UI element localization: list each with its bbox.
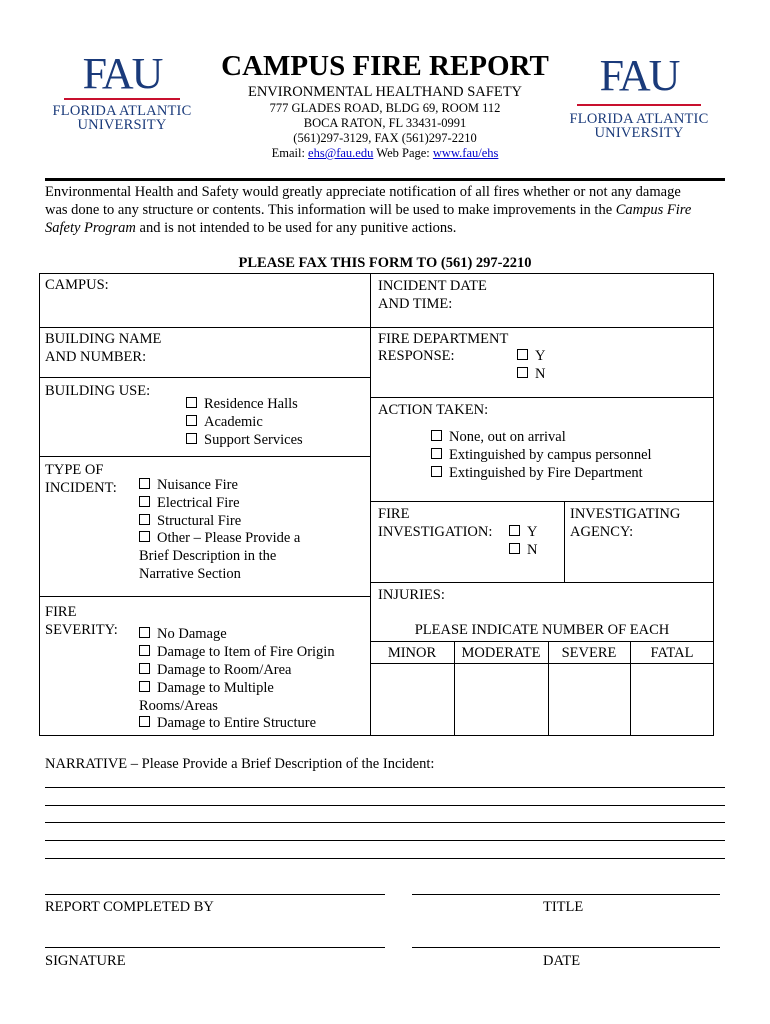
incident-time-label: AND TIME: [378, 296, 453, 312]
date-label: DATE [543, 953, 581, 969]
injuries-header-rule-top [370, 641, 714, 642]
contact-line [200, 146, 570, 161]
title-line[interactable] [412, 894, 720, 895]
logo-divider [64, 98, 180, 100]
header-rule [45, 178, 725, 181]
intro-text: and is not intended to be used for any punitive actions. [135, 220, 457, 236]
type-label-2: INCIDENT: [45, 480, 117, 496]
signature-label: SIGNATURE [45, 953, 126, 969]
checkbox[interactable] [139, 645, 150, 656]
phone-fax: (561)297-3129, FAX (561)297-2210 [293, 131, 477, 145]
option-label: Y [535, 348, 546, 364]
checkbox[interactable] [431, 448, 442, 459]
option-label: None, out on arrival [449, 429, 566, 445]
address-line-2: BOCA RATON, FL 33431-0991 [303, 116, 467, 130]
web-label: Web Page: [376, 146, 430, 160]
email-label: Email: [271, 146, 305, 160]
logo-text: FAU [82, 49, 162, 98]
action-option-campus[interactable] [431, 446, 652, 464]
option-label: Damage to Item of Fire Origin [157, 644, 335, 660]
action-option-fd[interactable] [431, 464, 643, 482]
option-label: Electrical Fire [157, 495, 240, 511]
option-label: No Damage [157, 626, 227, 642]
logo-line2: UNIVERSITY [77, 117, 167, 133]
fd-response-yes[interactable] [517, 347, 545, 365]
checkbox[interactable] [509, 543, 520, 554]
building-number-label: AND NUMBER: [45, 349, 147, 365]
option-label: Damage to Room/Area [157, 662, 292, 678]
checkbox[interactable] [186, 397, 197, 408]
option-label: Damage to Entire Structure [157, 715, 317, 731]
logo-line1: FLORIDA ATLANTIC [52, 103, 192, 119]
injuries-col-severe: SEVERE [561, 645, 617, 661]
option-label: Y [527, 524, 538, 540]
fax-instruction: PLEASE FAX THIS FORM TO (561) 297-2210 [238, 255, 532, 271]
address-line-1: 777 GLADES ROAD, BLDG 69, ROOM 112 [269, 101, 501, 115]
option-label: Nuisance Fire [157, 477, 238, 493]
checkbox[interactable] [139, 478, 150, 489]
fd-response-no[interactable] [517, 365, 545, 383]
option-label: N [527, 542, 538, 558]
email-link[interactable]: ehs@fau.edu [308, 146, 374, 160]
checkbox[interactable] [431, 430, 442, 441]
type-option-structural[interactable] [139, 512, 241, 530]
indicate-instruction: PLEASE INDICATE NUMBER OF EACH [414, 622, 670, 638]
fire-investigation-yes[interactable] [509, 523, 537, 541]
option-label: Support Services [204, 432, 303, 448]
severity-label-1: FIRE [45, 604, 77, 620]
fd-response-label-1: FIRE DEPARTMENT [378, 331, 509, 347]
checkbox[interactable] [139, 496, 150, 507]
severity-label-2: SEVERITY: [45, 622, 118, 638]
logo-line1: FLORIDA ATLANTIC [569, 111, 709, 127]
agency-label-2: AGENCY: [570, 524, 634, 540]
campus-label: CAMPUS: [45, 277, 109, 293]
injuries-label: INJURIES: [378, 587, 445, 603]
type-option-other[interactable] [139, 529, 300, 547]
narrative-line[interactable] [45, 805, 725, 806]
action-taken-label: ACTION TAKEN: [378, 402, 489, 418]
logo-text: FAU [599, 51, 679, 100]
narrative-line[interactable] [45, 787, 725, 788]
report-by-label: REPORT COMPLETED BY [45, 899, 214, 915]
checkbox[interactable] [509, 525, 520, 536]
narrative-line[interactable] [45, 858, 725, 859]
type-label-1: TYPE OF [45, 462, 104, 478]
checkbox[interactable] [139, 716, 150, 727]
building-name-label: BUILDING NAME [45, 331, 162, 347]
checkbox[interactable] [186, 433, 197, 444]
use-option-academic[interactable] [186, 413, 263, 431]
checkbox[interactable] [139, 681, 150, 692]
signature-line[interactable] [45, 947, 385, 948]
option-label: Residence Halls [204, 396, 298, 412]
intro-line-3 [45, 219, 456, 237]
page-title: CAMPUS FIRE REPORT [221, 50, 549, 82]
fire-investigation-label-2: INVESTIGATION: [378, 524, 493, 540]
injuries-col-fatal: FATAL [650, 645, 694, 661]
logo-divider [577, 104, 701, 106]
logo-line2: UNIVERSITY [594, 125, 684, 141]
severity-option-none[interactable] [139, 625, 227, 643]
date-line[interactable] [412, 947, 720, 948]
use-option-support[interactable] [186, 431, 303, 449]
type-option-nuisance[interactable] [139, 476, 238, 494]
checkbox[interactable] [139, 531, 150, 542]
severity-option-item[interactable] [139, 643, 335, 661]
intro-text: was done to any structure or contents. This information will be used to make improvements in the [45, 202, 616, 218]
fd-response-label-2: RESPONSE: [378, 348, 455, 364]
severity-multiple-line-2: Rooms/Areas [139, 698, 218, 714]
checkbox[interactable] [517, 349, 528, 360]
building-use-label: BUILDING USE: [45, 383, 151, 399]
severity-option-room[interactable] [139, 661, 292, 679]
fau-logo-right [569, 50, 709, 160]
intro-line-2 [45, 201, 691, 219]
title-label: TITLE [543, 899, 584, 915]
option-label: Extinguished by Fire Department [449, 465, 643, 481]
checkbox[interactable] [139, 663, 150, 674]
web-link[interactable]: www.fau/ehs [432, 146, 499, 160]
narrative-line[interactable] [45, 840, 725, 841]
fire-investigation-no[interactable] [509, 541, 537, 559]
checkbox[interactable] [517, 367, 528, 378]
intro-emphasis: Campus Fire [615, 202, 692, 218]
injuries-header-rule-bottom [370, 663, 714, 664]
option-label: Extinguished by campus personnel [449, 447, 652, 463]
agency-label-1: INVESTIGATING [570, 506, 681, 522]
option-label: Other – Please Provide a [157, 530, 301, 546]
type-other-line-2: Brief Description in the [139, 548, 277, 564]
option-label: Structural Fire [157, 513, 242, 529]
checkbox[interactable] [431, 466, 442, 477]
type-other-line-3: Narrative Section [139, 566, 241, 582]
fire-investigation-label-1: FIRE [378, 506, 410, 522]
severity-option-entire[interactable] [139, 714, 316, 732]
report-by-line[interactable] [45, 894, 385, 895]
severity-option-multiple[interactable] [139, 679, 274, 697]
option-label: N [535, 366, 546, 382]
use-option-residence[interactable] [186, 395, 298, 413]
action-option-none[interactable] [431, 428, 566, 446]
fau-logo-left [52, 48, 192, 158]
checkbox[interactable] [139, 514, 150, 525]
checkbox[interactable] [139, 627, 150, 638]
option-label: Damage to Multiple [157, 680, 274, 696]
injuries-col-minor: MINOR [387, 645, 437, 661]
type-option-electrical[interactable] [139, 494, 240, 512]
injuries-col-moderate: MODERATE [461, 645, 541, 661]
narrative-label: NARRATIVE – Please Provide a Brief Description of the Incident: [45, 756, 435, 772]
intro-line-1: Environmental Health and Safety would greatly appreciate notification of all fires whether or not any damage [45, 184, 681, 200]
department: ENVIRONMENTAL HEALTHAND SAFETY [247, 84, 523, 100]
narrative-line[interactable] [45, 822, 725, 823]
checkbox[interactable] [186, 415, 197, 426]
option-label: Academic [204, 414, 263, 430]
incident-date-label: INCIDENT DATE [378, 278, 487, 294]
intro-emphasis: Safety Program [45, 220, 136, 236]
